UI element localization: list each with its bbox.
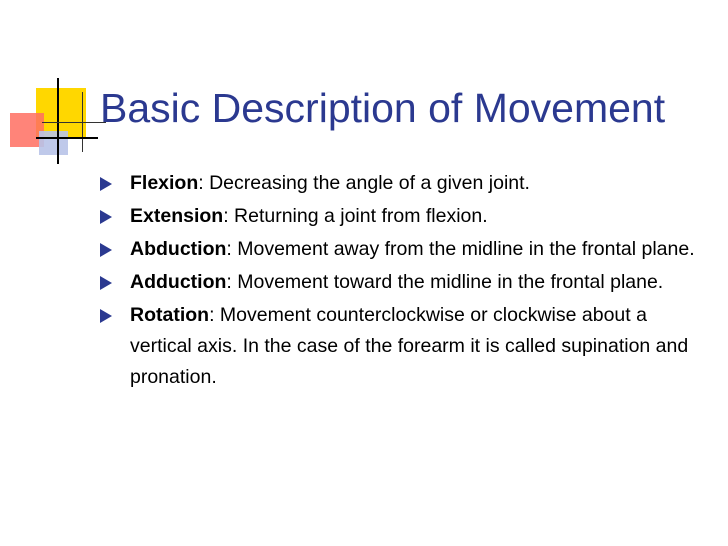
logo-horizontal-line (36, 137, 98, 139)
bullet-arrow-icon (100, 243, 112, 257)
bullet-arrow-icon (100, 177, 112, 191)
bullet-text: : Movement counterclockwise or clockwise about a vertical axis. In the case of the forearm it is called supination and pronation. (130, 304, 689, 388)
bullet-arrow-icon (100, 210, 112, 224)
bullet-arrow-icon (100, 276, 112, 290)
bullet-item-extension (100, 201, 710, 232)
bullet-term: Extension (130, 205, 224, 227)
logo-horizontal-line-thin (42, 122, 106, 123)
bullet-term: Adduction (130, 271, 227, 293)
bullet-text: : Decreasing the angle of a given joint. (198, 172, 530, 194)
bullet-text: : Returning a joint from flexion. (223, 205, 488, 227)
slide-title: Basic Description of Movement (100, 85, 666, 131)
decorative-squares-logo (0, 0, 100, 170)
logo-vertical-line (57, 78, 59, 164)
bullet-text: : Movement toward the midline in the frontal plane. (226, 271, 664, 293)
bullet-item-adduction (100, 267, 710, 298)
bullet-item-abduction (100, 234, 710, 265)
bullet-arrow-icon (100, 309, 112, 323)
bullet-item-flexion (100, 168, 710, 199)
blue-square (39, 131, 68, 155)
bullet-item-rotation (100, 300, 710, 393)
bullet-term: Abduction (130, 238, 227, 260)
bullet-term: Rotation (130, 304, 210, 326)
bullet-term: Flexion (130, 172, 199, 194)
bullet-list (100, 168, 710, 395)
bullet-text: : Movement away from the midline in the frontal plane. (226, 238, 695, 260)
